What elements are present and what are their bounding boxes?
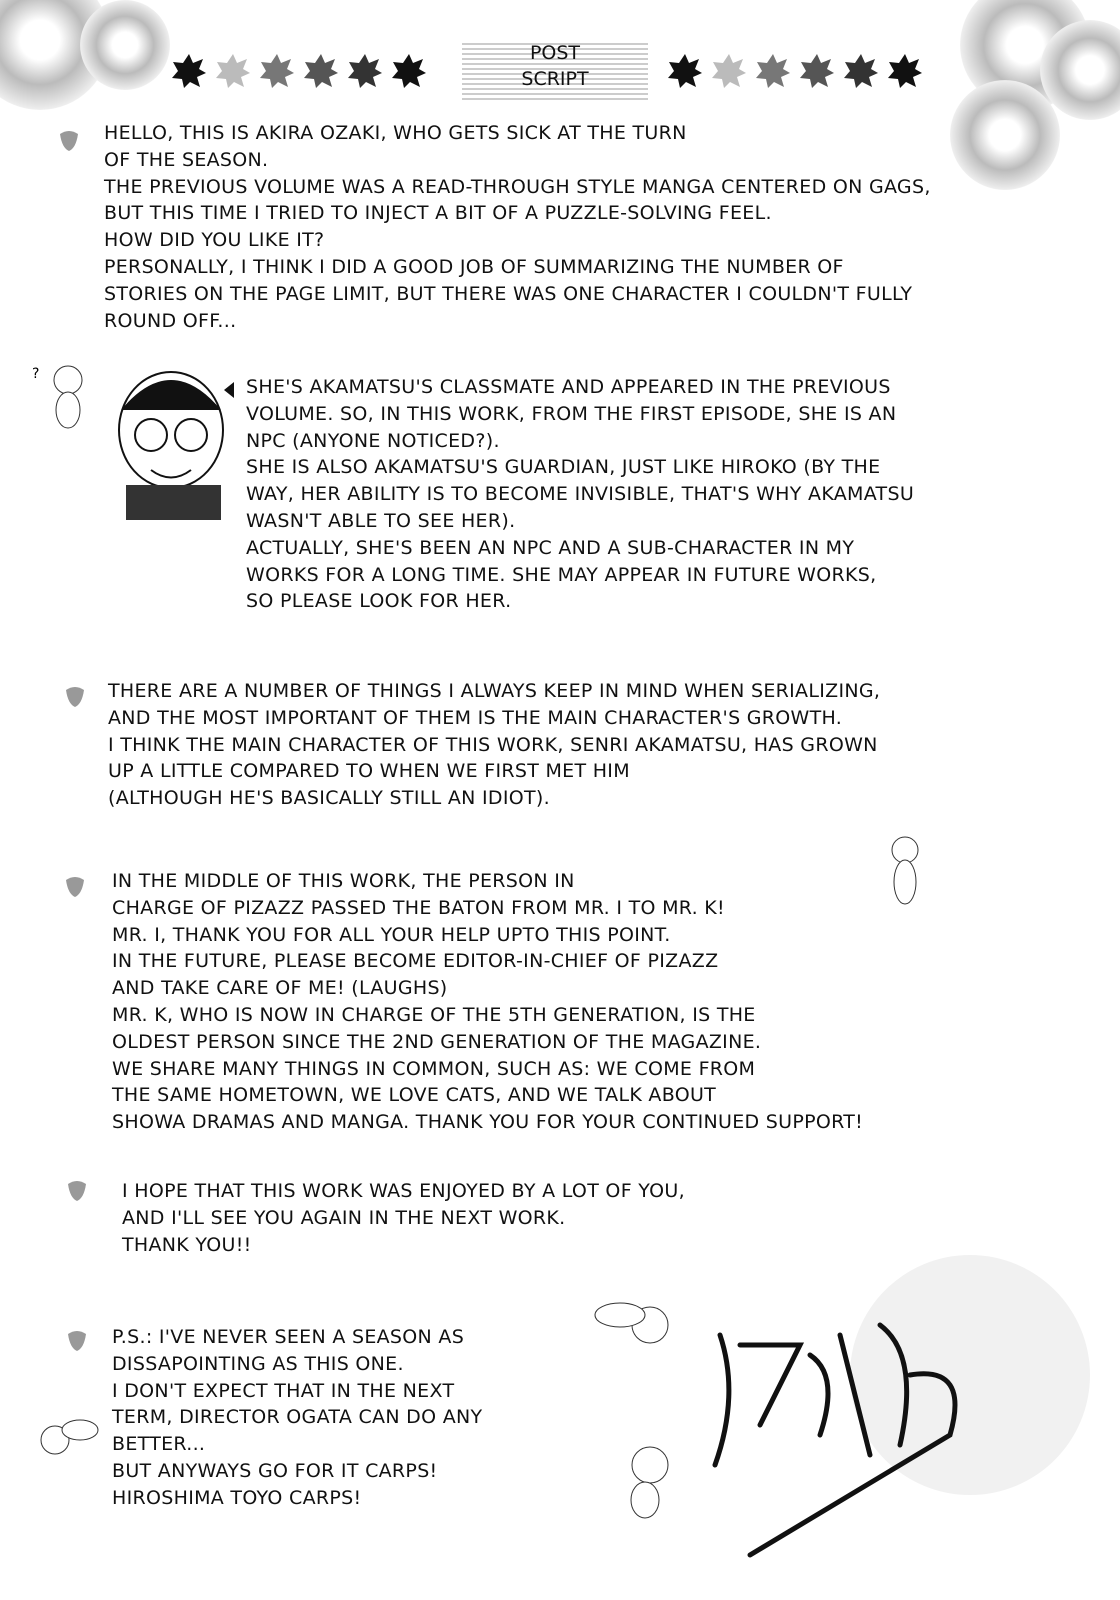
strawberry-icon bbox=[64, 1326, 90, 1352]
text-line: HELLO, THIS IS AKIRA OZAKI, WHO GETS SICK AT THE TURN bbox=[104, 122, 687, 144]
text-line: VOLUME. SO, IN THIS WORK, FROM THE FIRST EPISODE, SHE IS AN bbox=[246, 402, 897, 425]
cherub-illustration bbox=[30, 358, 100, 438]
text-line: I DON'T EXPECT THAT IN THE NEXT bbox=[112, 1379, 455, 1402]
star-icon bbox=[260, 54, 294, 88]
title-line: SCRIPT bbox=[521, 68, 589, 90]
star-icon bbox=[800, 54, 834, 88]
paragraph-growth bbox=[108, 678, 880, 812]
strawberry-icon bbox=[62, 872, 88, 898]
cherub-illustration bbox=[20, 1395, 110, 1465]
text-line: I HOPE THAT THIS WORK WAS ENJOYED BY A LOT OF YOU, bbox=[122, 1180, 685, 1202]
text-line: THERE ARE A NUMBER OF THINGS I ALWAYS KEEP IN MIND WHEN SERIALIZING, bbox=[108, 680, 881, 702]
cherub-illustration bbox=[880, 832, 930, 912]
character-illustration bbox=[96, 360, 236, 520]
strawberry-icon bbox=[62, 682, 88, 708]
flower-decoration bbox=[80, 0, 170, 90]
text-line: IN THE MIDDLE OF THIS WORK, THE PERSON IN bbox=[112, 870, 575, 892]
text-line: WE SHARE MANY THINGS IN COMMON, SUCH AS: WE COME FROM bbox=[112, 1057, 756, 1080]
text-line: WASN'T ABLE TO SEE HER). bbox=[246, 509, 516, 532]
text-line: AND THE MOST IMPORTANT OF THEM IS THE MAIN CHARACTER'S GROWTH. bbox=[108, 706, 843, 729]
text-line: MR. I, THANK YOU FOR ALL YOUR HELP UPTO THIS POINT. bbox=[112, 923, 671, 946]
title-line: POST bbox=[529, 42, 581, 64]
paragraph-ps bbox=[112, 1324, 482, 1512]
star-icon bbox=[888, 54, 922, 88]
text-line: THANK YOU!! bbox=[122, 1233, 252, 1256]
text-line: OF THE SEASON. bbox=[104, 148, 269, 171]
text-line: AND TAKE CARE OF ME! (LAUGHS) bbox=[112, 977, 448, 1000]
text-line: NPC (ANYONE NOTICED?). bbox=[246, 429, 500, 452]
text-line: SHE'S AKAMATSU'S CLASSMATE AND APPEARED IN THE PREVIOUS bbox=[246, 376, 891, 398]
text-line: WORKS FOR A LONG TIME. SHE MAY APPEAR IN FUTURE WORKS, bbox=[246, 563, 877, 586]
text-line: P.S.: I'VE NEVER SEEN A SEASON AS bbox=[112, 1326, 465, 1348]
text-line: THE PREVIOUS VOLUME WAS A READ-THROUGH STYLE MANGA CENTERED ON GAGS, bbox=[104, 175, 931, 198]
strawberry-icon bbox=[64, 1176, 90, 1202]
text-line: SHE IS ALSO AKAMATSU'S GUARDIAN, JUST LIKE HIROKO (BY THE bbox=[246, 456, 881, 479]
paragraph-thanks bbox=[122, 1178, 685, 1258]
star-icon bbox=[172, 54, 206, 88]
text-line: (ALTHOUGH HE'S BASICALLY STILL AN IDIOT). bbox=[108, 787, 550, 810]
text-line: SHOWA DRAMAS AND MANGA. THANK YOU FOR YOUR CONTINUED SUPPORT! bbox=[112, 1111, 864, 1134]
text-line: PERSONALLY, I THINK I DID A GOOD JOB OF SUMMARIZING THE NUMBER OF bbox=[104, 255, 844, 278]
text-line: BUT ANYWAYS GO FOR IT CARPS! bbox=[112, 1459, 438, 1482]
page-title bbox=[462, 40, 648, 100]
text-line: SO PLEASE LOOK FOR HER. bbox=[246, 590, 512, 613]
star-icon bbox=[392, 54, 426, 88]
text-line: DISSAPOINTING AS THIS ONE. bbox=[112, 1352, 404, 1375]
star-icon bbox=[712, 54, 746, 88]
text-line: STORIES ON THE PAGE LIMIT, BUT THERE WAS ONE CHARACTER I COULDN'T FULLY bbox=[104, 282, 913, 305]
paragraph-editors bbox=[112, 868, 863, 1136]
star-icon bbox=[348, 54, 382, 88]
text-line: I THINK THE MAIN CHARACTER OF THIS WORK, SENRI AKAMATSU, HAS GROWN bbox=[108, 733, 878, 756]
text-line: BUT THIS TIME I TRIED TO INJECT A BIT OF A PUZZLE-SOLVING FEEL. bbox=[104, 202, 772, 225]
star-icon bbox=[756, 54, 790, 88]
flower-decoration bbox=[950, 80, 1060, 190]
text-line: TERM, DIRECTOR OGATA CAN DO ANY bbox=[112, 1406, 483, 1429]
text-line: ROUND OFF... bbox=[104, 309, 237, 332]
text-line: CHARGE OF PIZAZZ PASSED THE BATON FROM MR. I TO MR. K! bbox=[112, 896, 725, 919]
text-line: HOW DID YOU LIKE IT? bbox=[104, 229, 325, 252]
text-line: BETTER... bbox=[112, 1433, 206, 1456]
star-icon bbox=[844, 54, 878, 88]
signature-illustration bbox=[590, 1255, 1090, 1575]
star-icon bbox=[668, 54, 702, 88]
text-line: ACTUALLY, SHE'S BEEN AN NPC AND A SUB-CHARACTER IN MY bbox=[246, 536, 855, 559]
svg-text:?: ? bbox=[32, 366, 40, 382]
text-line: UP A LITTLE COMPARED TO WHEN WE FIRST MET HIM bbox=[108, 760, 630, 783]
text-line: THE SAME HOMETOWN, WE LOVE CATS, AND WE TALK ABOUT bbox=[112, 1084, 717, 1107]
text-line: IN THE FUTURE, PLEASE BECOME EDITOR-IN-CHIEF OF PIZAZZ bbox=[112, 950, 719, 973]
text-line: HIROSHIMA TOYO CARPS! bbox=[112, 1486, 362, 1509]
text-line: WAY, HER ABILITY IS TO BECOME INVISIBLE, THAT'S WHY AKAMATSU bbox=[246, 483, 915, 506]
star-icon bbox=[304, 54, 338, 88]
text-line: OLDEST PERSON SINCE THE 2ND GENERATION OF THE MAGAZINE. bbox=[112, 1030, 762, 1053]
paragraph-greeting bbox=[104, 120, 931, 334]
paragraph-character bbox=[246, 374, 914, 615]
strawberry-icon bbox=[56, 126, 82, 152]
text-line: MR. K, WHO IS NOW IN CHARGE OF THE 5TH GENERATION, IS THE bbox=[112, 1003, 756, 1026]
text-line: AND I'LL SEE YOU AGAIN IN THE NEXT WORK. bbox=[122, 1206, 566, 1229]
star-icon bbox=[216, 54, 250, 88]
